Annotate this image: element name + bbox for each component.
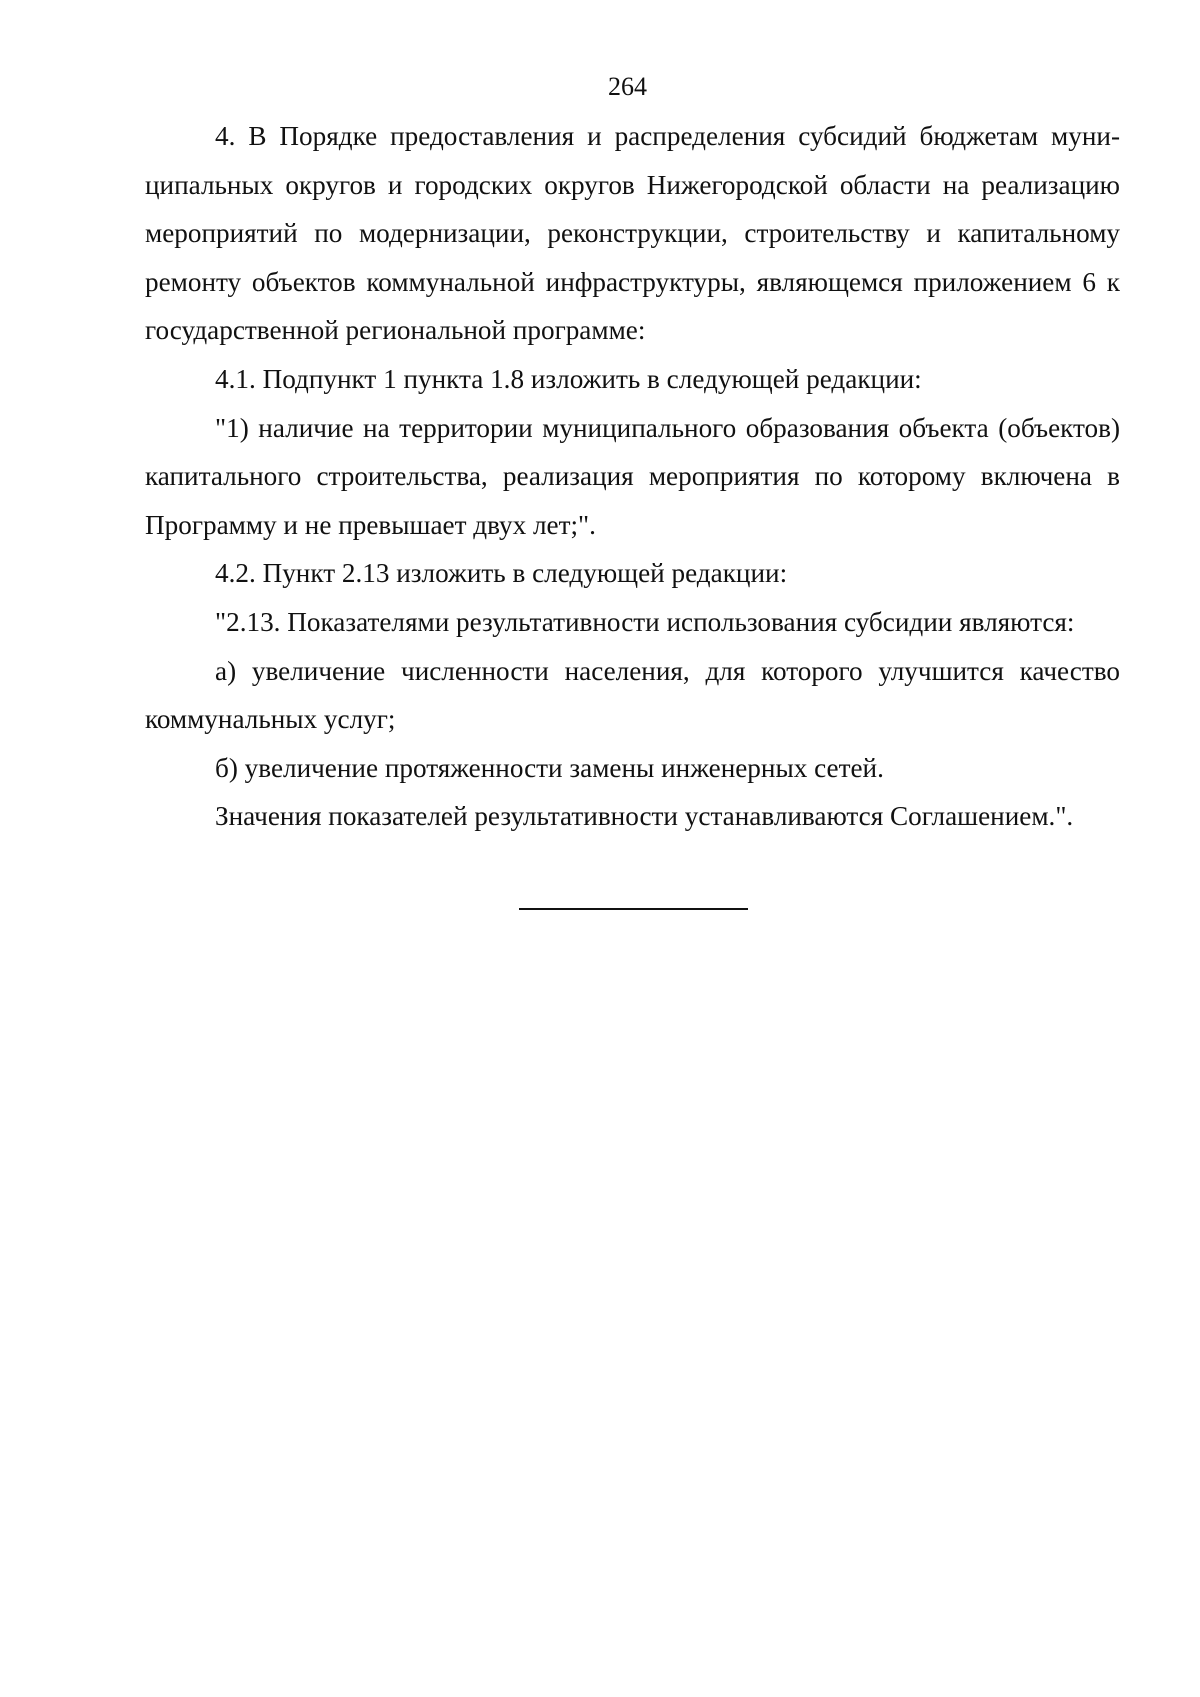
paragraph-item-b: б) увеличение протяженности замены инженерных сетей. bbox=[215, 752, 884, 783]
end-separator-line bbox=[519, 908, 748, 910]
document-body bbox=[145, 112, 1120, 841]
paragraph-2-13: "2.13. Показателями результативности использования субсидии являются: bbox=[215, 606, 1075, 637]
paragraph-closing: Значения показателей результативности устанавливаются Соглашением.". bbox=[215, 801, 1074, 832]
paragraph-4-1-text: "1) наличие на территории муниципального образования объекта (объектов) капитального строительства, реализация мероприятия по которому включена в Программу и не превышает двух лет;". bbox=[145, 412, 1120, 540]
page-number: 264 bbox=[608, 72, 647, 101]
paragraph-4: 4. В Порядке предоставления и распределения субсидий бюджетам муниципальных округов и городских округов Нижегородской области на реализацию мероприятий по модернизации, реконструкции, строительству и капитальному ремонту объектов коммунальной инфраструктуры, являющемся приложением 6 к государственной региональной программе: bbox=[145, 121, 1120, 346]
paragraph-4-1: 4.1. Подпункт 1 пункта 1.8 изложить в следующей редакции: bbox=[215, 363, 922, 394]
paragraph-item-a: а) увеличение численности населения, для которого улучшится качество коммунальных услуг; bbox=[145, 655, 1120, 735]
paragraph-4-2: 4.2. Пункт 2.13 изложить в следующей редакции: bbox=[215, 558, 788, 589]
